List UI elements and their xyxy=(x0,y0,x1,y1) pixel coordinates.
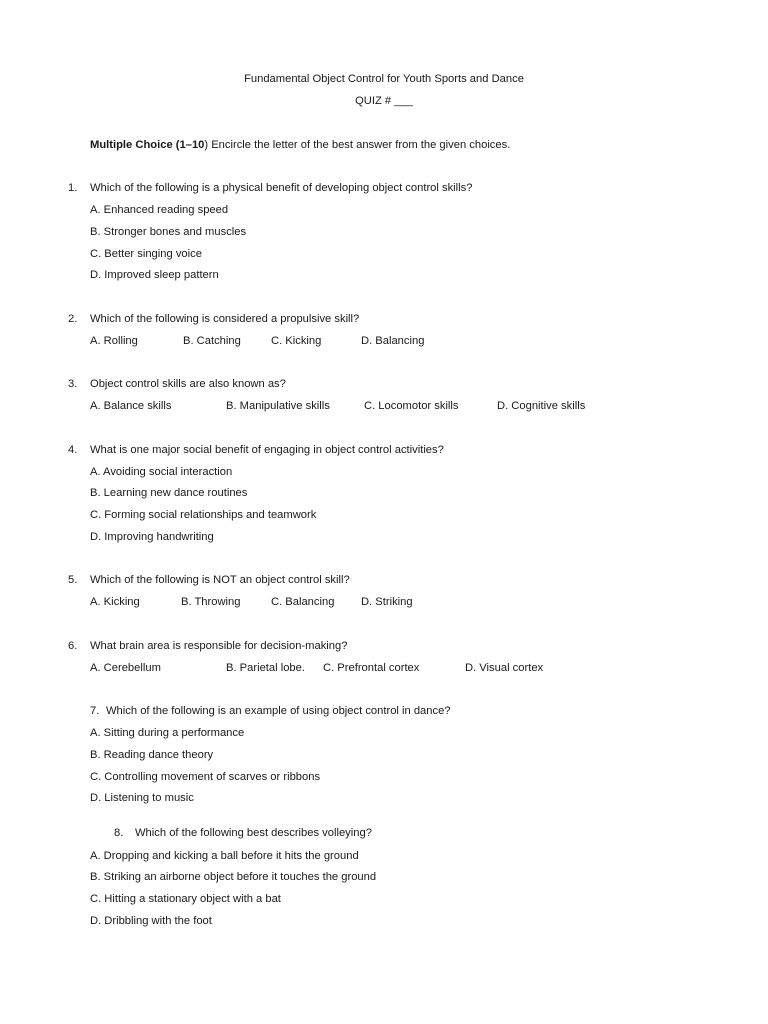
instructions xyxy=(90,138,510,152)
question-5-number: 5. xyxy=(68,574,78,586)
question-2-number: 2. xyxy=(68,313,78,325)
question-2-option-a: A. Rolling xyxy=(90,335,138,347)
question-1-option-b: B. Stronger bones and muscles xyxy=(90,226,247,238)
question-8-option-a: A. Dropping and kicking a ball before it hits the ground xyxy=(90,850,359,862)
question-4-text: What is one major social benefit of engaging in object control activities? xyxy=(90,444,444,456)
question-3-option-d: D. Cognitive skills xyxy=(497,400,586,412)
question-8-text: Which of the following best describes volleying? xyxy=(135,827,372,839)
question-4-option-b: B. Learning new dance routines xyxy=(90,487,248,499)
question-6-text: What brain area is responsible for decision-making? xyxy=(90,640,348,652)
question-5-option-b: B. Throwing xyxy=(181,596,241,608)
question-8-number: 8. xyxy=(114,827,124,839)
question-6-number: 6. xyxy=(68,640,78,652)
question-6-option-a: A. Cerebellum xyxy=(90,662,161,674)
document-title: Fundamental Object Control for Youth Sports and Dance xyxy=(244,73,524,85)
question-1-text: Which of the following is a physical benefit of developing object control skills? xyxy=(90,182,473,194)
question-4-option-a: A. Avoiding social interaction xyxy=(90,466,233,478)
question-7-text: Which of the following is an example of using object control in dance? xyxy=(106,705,451,717)
instructions-heading: Multiple Choice (1–10 xyxy=(90,139,205,151)
question-3-option-b: B. Manipulative skills xyxy=(226,400,330,412)
question-1-option-c: C. Better singing voice xyxy=(90,248,202,260)
question-4-option-c: C. Forming social relationships and teamwork xyxy=(90,509,317,521)
question-7-option-d: D. Listening to music xyxy=(90,792,194,804)
quiz-number-label: QUIZ # ___ xyxy=(355,95,413,107)
question-8-option-c: C. Hitting a stationary object with a bat xyxy=(90,893,281,905)
question-1-number: 1. xyxy=(68,182,78,194)
question-5-option-a: A. Kicking xyxy=(90,596,140,608)
instructions-text: ) Encircle the letter of the best answer from the given choices. xyxy=(204,139,511,151)
question-5-option-c: C. Balancing xyxy=(271,596,335,608)
question-6-option-c: C. Prefrontal cortex xyxy=(323,662,420,674)
question-3-option-c: C. Locomotor skills xyxy=(364,400,459,412)
question-2-text: Which of the following is considered a propulsive skill? xyxy=(90,313,360,325)
question-2-option-b: B. Catching xyxy=(183,335,241,347)
question-2-option-c: C. Kicking xyxy=(271,335,322,347)
question-8-option-d: D. Dribbling with the foot xyxy=(90,915,212,927)
question-7-number: 7. xyxy=(90,705,100,717)
question-4-number: 4. xyxy=(68,444,78,456)
question-3-number: 3. xyxy=(68,378,78,390)
question-4-option-d: D. Improving handwriting xyxy=(90,531,214,543)
question-3-option-a: A. Balance skills xyxy=(90,400,172,412)
question-7-option-a: A. Sitting during a performance xyxy=(90,727,245,739)
question-8-option-b: B. Striking an airborne object before it touches the ground xyxy=(90,871,377,883)
question-3-text: Object control skills are also known as? xyxy=(90,378,286,390)
question-7-option-c: C. Controlling movement of scarves or ribbons xyxy=(90,771,321,783)
question-1-option-a: A. Enhanced reading speed xyxy=(90,204,229,216)
question-1-option-d: D. Improved sleep pattern xyxy=(90,269,219,281)
question-2-option-d: D. Balancing xyxy=(361,335,425,347)
question-6-option-d: D. Visual cortex xyxy=(465,662,544,674)
question-5-option-d: D. Striking xyxy=(361,596,413,608)
question-5-text: Which of the following is NOT an object control skill? xyxy=(90,574,350,586)
question-6-option-b: B. Parietal lobe. xyxy=(226,662,305,674)
question-7-option-b: B. Reading dance theory xyxy=(90,749,214,761)
